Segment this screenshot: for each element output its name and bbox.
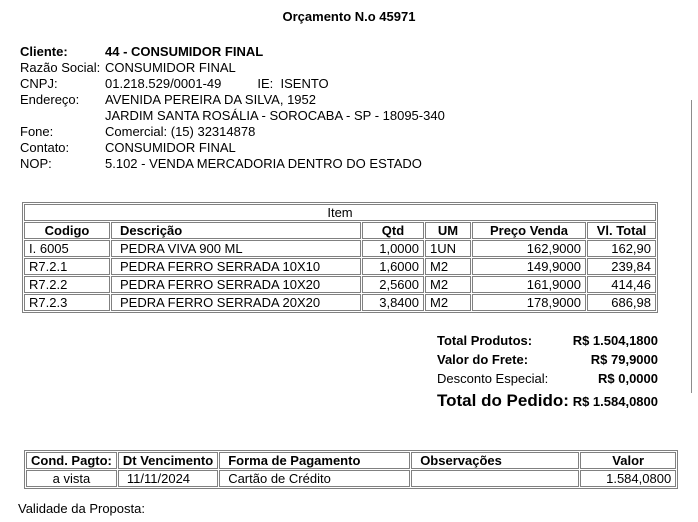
- cell-um: 1UN: [425, 240, 471, 257]
- items-caption-row: [24, 204, 656, 221]
- totals-block: [437, 333, 658, 410]
- field-value: CONSUMIDOR FINAL: [105, 140, 236, 155]
- total-produtos-value: R$ 1.504,1800: [572, 333, 658, 348]
- payment-table: [24, 450, 678, 489]
- column-header-forma-pagamento: Forma de Pagamento: [219, 452, 410, 469]
- cell-qtd: 3,8400: [362, 294, 424, 311]
- validity-label: Validade da Proposta:: [18, 501, 145, 516]
- field-value: Comercial: (15) 32314878: [105, 124, 256, 139]
- column-header-descricao: Descrição: [111, 222, 361, 239]
- field-value: 44 - CONSUMIDOR FINAL: [105, 44, 264, 59]
- client-info-block: [20, 44, 445, 172]
- client-field-contato: [20, 140, 445, 156]
- client-field-razao-social: [20, 60, 445, 76]
- cell-dt-vencimento: 11/11/2024: [118, 470, 218, 487]
- cell-preco: 162,9000: [472, 240, 586, 257]
- cell-codigo: R7.2.3: [24, 294, 110, 311]
- cell-total: 686,98: [587, 294, 656, 311]
- field-value-ie: IE: ISENTO: [257, 76, 329, 91]
- desconto-especial-value: R$ 0,0000: [598, 371, 658, 386]
- total-pedido-value: R$ 1.584,0800: [572, 394, 658, 409]
- field-value: 01.218.529/0001-49: [105, 76, 222, 91]
- items-table: [22, 202, 658, 313]
- cell-total: 239,84: [587, 258, 656, 275]
- valor-frete-value: R$ 79,9000: [590, 352, 658, 367]
- client-field-endereco-line2: [20, 108, 445, 124]
- cell-descricao: PEDRA VIVA 900 ML: [111, 240, 361, 257]
- cell-preco: 149,9000: [472, 258, 586, 275]
- payment-header-row: [26, 452, 676, 469]
- table-row: [24, 276, 656, 293]
- client-field-cnpj: [20, 76, 445, 92]
- cell-valor: 1.584,0800: [580, 470, 676, 487]
- table-row: [24, 240, 656, 257]
- cell-cond-pagto: a vista: [26, 470, 117, 487]
- column-header-dt-vencimento: Dt Vencimento: [118, 452, 218, 469]
- field-label: NOP:: [20, 156, 52, 171]
- desconto-especial-label: Desconto Especial:: [437, 371, 549, 386]
- cell-observacoes: [411, 470, 579, 487]
- column-header-cond-pagto: Cond. Pagto:: [26, 452, 117, 469]
- cell-um: M2: [425, 276, 471, 293]
- column-header-vl-total: Vl. Total: [587, 222, 656, 239]
- table-row: [24, 258, 656, 275]
- cell-codigo: I. 6005: [24, 240, 110, 257]
- valor-frete-label: Valor do Frete:: [437, 352, 529, 367]
- total-produtos-label: Total Produtos:: [437, 333, 533, 348]
- field-label: Cliente:: [20, 44, 68, 59]
- field-value: JARDIM SANTA ROSÁLIA - SOROCABA - SP - 18095-340: [105, 108, 445, 123]
- desconto-especial-row: [437, 371, 658, 390]
- total-produtos-row: [437, 333, 658, 352]
- page-edge-divider: [691, 100, 692, 393]
- field-label: Endereço:: [20, 92, 80, 107]
- field-label: Fone:: [20, 124, 54, 139]
- cell-preco: 178,9000: [472, 294, 586, 311]
- cell-qtd: 1,0000: [362, 240, 424, 257]
- payment-data-row: [26, 470, 676, 487]
- valor-frete-row: [437, 352, 658, 371]
- cell-total: 162,90: [587, 240, 656, 257]
- cell-um: M2: [425, 258, 471, 275]
- field-label: CNPJ:: [20, 76, 58, 91]
- column-header-um: UM: [425, 222, 471, 239]
- total-pedido-row: [437, 391, 658, 410]
- column-header-observacoes: Observações: [411, 452, 579, 469]
- field-label: Razão Social:: [20, 60, 101, 75]
- cell-total: 414,46: [587, 276, 656, 293]
- column-header-qtd: Qtd: [362, 222, 424, 239]
- cell-um: M2: [425, 294, 471, 311]
- client-field-nop: [20, 156, 445, 172]
- field-value: 5.102 - VENDA MERCADORIA DENTRO DO ESTADO: [105, 156, 422, 171]
- cell-descricao: PEDRA FERRO SERRADA 10X20: [111, 276, 361, 293]
- cell-preco: 161,9000: [472, 276, 586, 293]
- total-pedido-label: Total do Pedido:: [437, 391, 569, 410]
- cell-qtd: 1,6000: [362, 258, 424, 275]
- client-field-fone: [20, 124, 445, 140]
- cell-descricao: PEDRA FERRO SERRADA 20X20: [111, 294, 361, 311]
- table-row: [24, 294, 656, 311]
- client-field-cliente: [20, 44, 445, 60]
- cell-descricao: PEDRA FERRO SERRADA 10X10: [111, 258, 361, 275]
- cell-codigo: R7.2.2: [24, 276, 110, 293]
- field-value: CONSUMIDOR FINAL: [105, 60, 236, 75]
- column-header-valor: Valor: [580, 452, 676, 469]
- column-header-codigo: Codigo: [24, 222, 110, 239]
- column-header-preco-venda: Preço Venda: [472, 222, 586, 239]
- field-label: [20, 108, 105, 124]
- page-title: Orçamento N.o 45971: [282, 9, 416, 24]
- items-caption: Item: [24, 204, 656, 221]
- cell-codigo: R7.2.1: [24, 258, 110, 275]
- field-value: AVENIDA PEREIRA DA SILVA, 1952: [105, 92, 316, 107]
- cell-forma-pagamento: Cartão de Crédito: [219, 470, 410, 487]
- cell-qtd: 2,5600: [362, 276, 424, 293]
- items-header-row: [24, 222, 656, 239]
- client-field-endereco: [20, 92, 445, 108]
- field-label: Contato:: [20, 140, 70, 155]
